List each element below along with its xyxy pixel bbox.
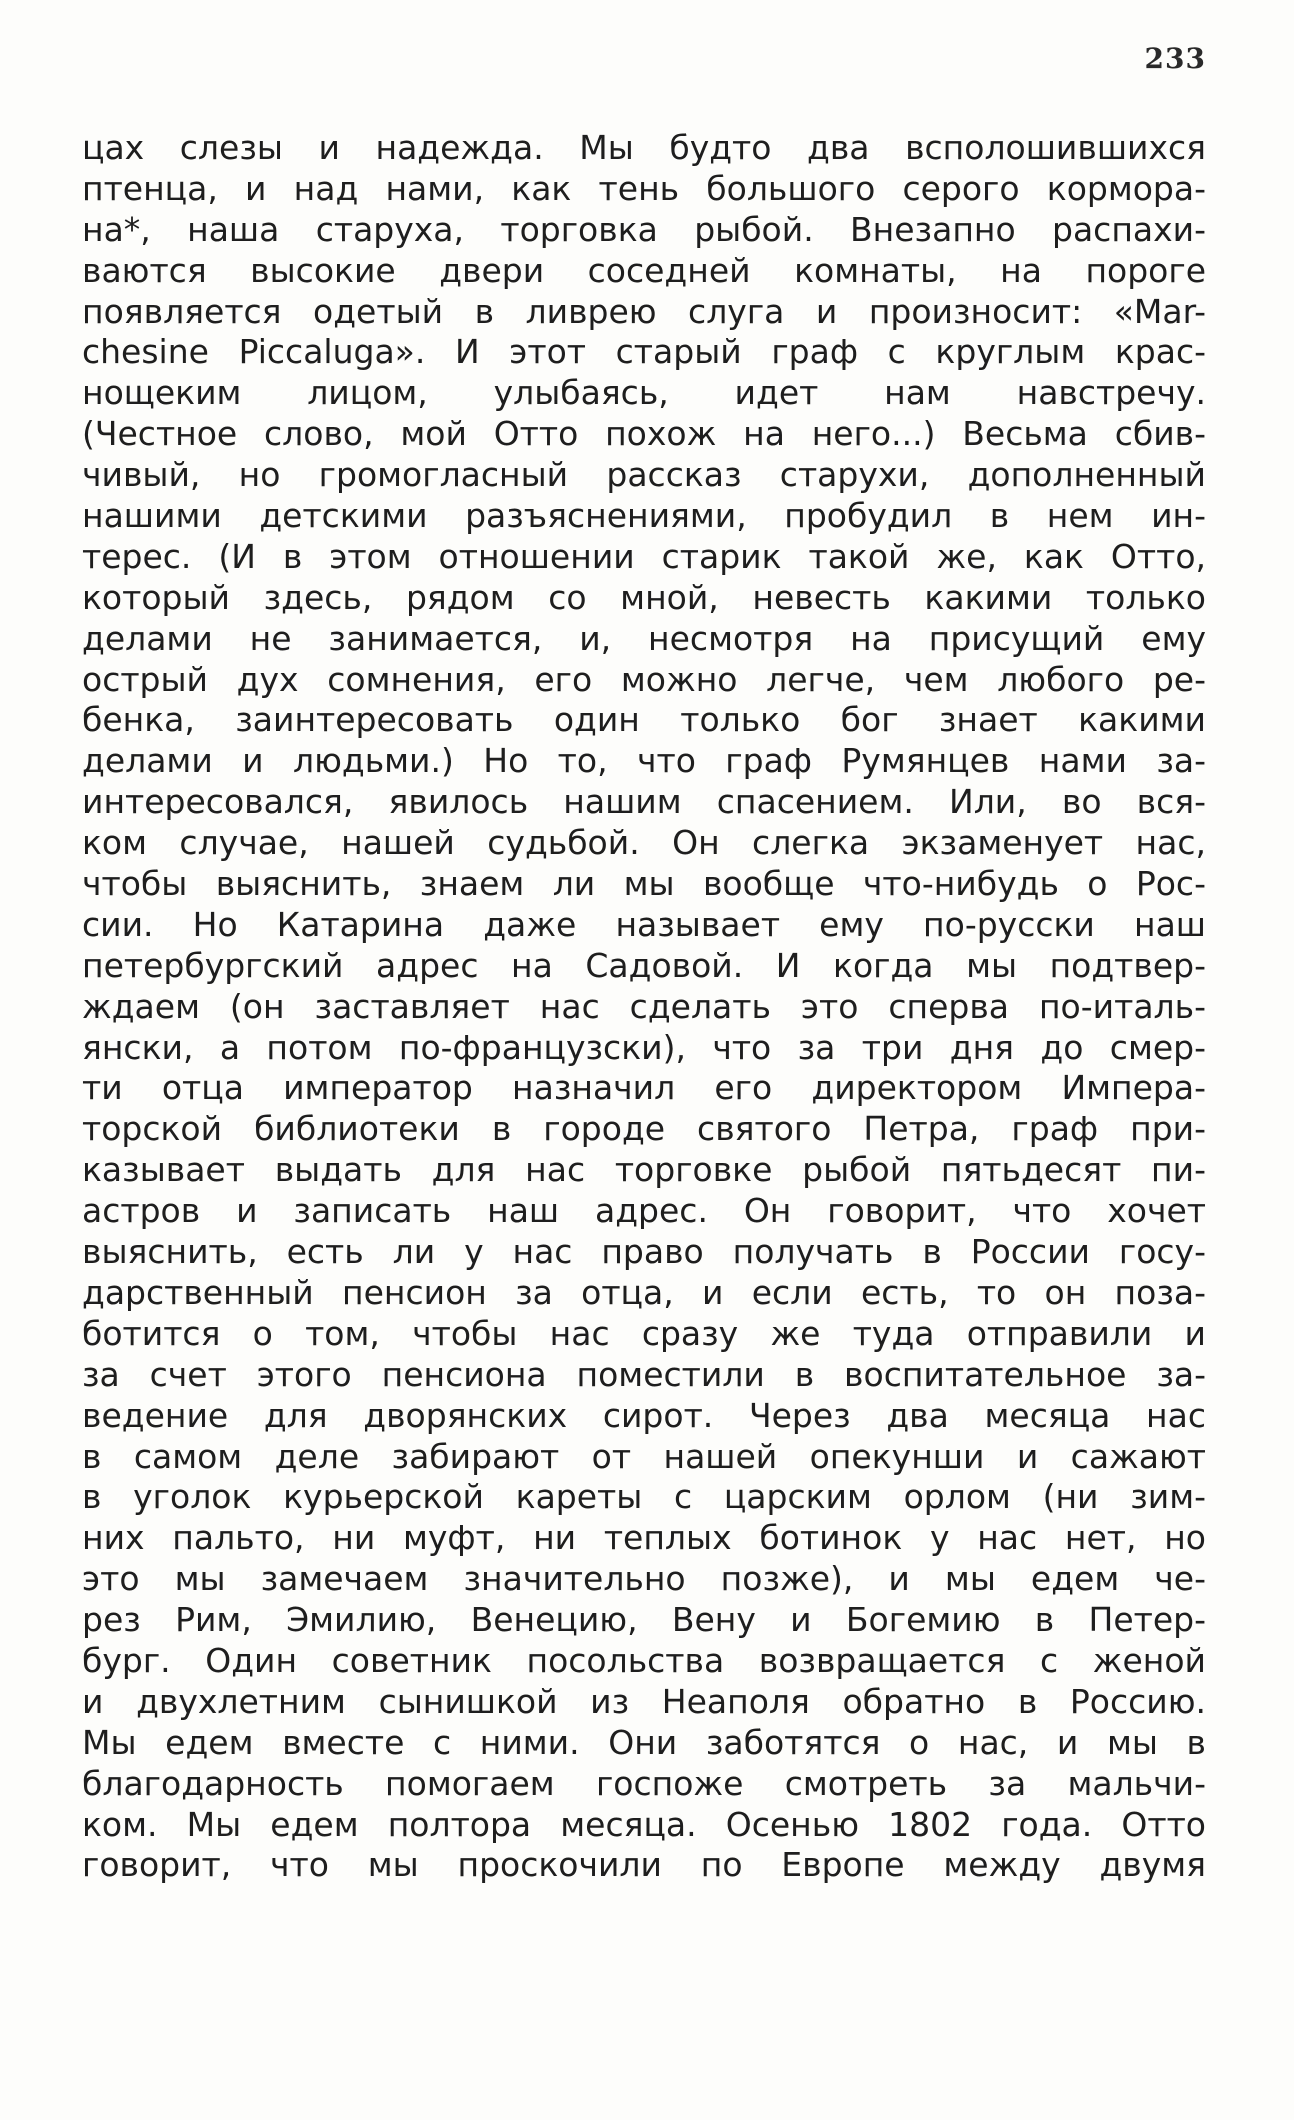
text-line: на*, наша старуха, торговка рыбой. Внезапно распахи- (82, 209, 1206, 249)
text-line: благодарность помогаем госпоже смотреть за мальчи- (82, 1763, 1206, 1803)
text-line: ботится о том, чтобы нас сразу же туда отправили и (82, 1313, 1206, 1353)
text-line: рез Рим, Эмилию, Венецию, Вену и Богемию в Петер- (82, 1600, 1206, 1640)
text-line: ком. Мы едем полтора месяца. Осенью 1802 года. Отто (82, 1804, 1206, 1844)
text-line: выяснить, есть ли у нас право получать в России госу- (82, 1232, 1206, 1272)
text-line: chesine Piccaluga». И этот старый граф с круглым крас- (82, 332, 1206, 372)
text-line: это мы замечаем значительно позже), и мы едем че- (82, 1559, 1206, 1599)
text-line: бенка, заинтересовать один только бог знает какими (82, 700, 1206, 740)
text-line: говорит, что мы проскочили по Европе между двумя (82, 1845, 1206, 1885)
text-line: интересовался, явилось нашим спасением. Или, во вся- (82, 782, 1206, 822)
text-line: петербургский адрес на Садовой. И когда мы подтвер- (82, 945, 1206, 985)
text-line: делами и людьми.) Но то, что граф Румянцев нами за- (82, 741, 1206, 781)
text-line: нашими детскими разъяснениями, пробудил в нем ин- (82, 496, 1206, 536)
text-line: в уголок курьерской кареты с царским орлом (ни зим- (82, 1477, 1206, 1517)
text-line: чивый, но громогласный рассказ старухи, дополненный (82, 455, 1206, 495)
text-line: ти отца император назначил его директором Импера- (82, 1068, 1206, 1108)
text-line: появляется одетый в ливрею слуга и произносит: «Mar- (82, 291, 1206, 331)
text-line: сии. Но Катарина даже называет ему по-русски наш (82, 904, 1206, 944)
body-text (82, 128, 1206, 1886)
text-line: ваются высокие двери соседней комнаты, на пороге (82, 250, 1206, 290)
text-line: острый дух сомнения, его можно легче, чем любого ре- (82, 659, 1206, 699)
text-line: торской библиотеки в городе святого Петра, граф при- (82, 1109, 1206, 1149)
text-line: (Честное слово, мой Отто похож на него...) Весьма сбив- (82, 414, 1206, 454)
text-line: казывает выдать для нас торговке рыбой пятьдесят пи- (82, 1150, 1206, 1190)
text-line: ком случае, нашей судьбой. Он слегка экзаменует нас, (82, 823, 1206, 863)
text-line: птенца, и над нами, как тень большого серого кормора- (82, 168, 1206, 208)
text-line: и двухлетним сынишкой из Неаполя обратно в Россию. (82, 1681, 1206, 1721)
page-number: 233 (1144, 42, 1206, 75)
text-line: в самом деле забирают от нашей опекунши и сажают (82, 1436, 1206, 1476)
text-line: чтобы выяснить, знаем ли мы вообще что-нибудь о Рос- (82, 864, 1206, 904)
text-line: ждаем (он заставляет нас сделать это сперва по-италь- (82, 986, 1206, 1026)
text-line: астров и записать наш адрес. Он говорит, что хочет (82, 1191, 1206, 1231)
text-line: бург. Один советник посольства возвращается с женой (82, 1640, 1206, 1680)
text-line: за счет этого пенсиона поместили в воспитательное за- (82, 1354, 1206, 1394)
text-line: делами не занимается, и, несмотря на присущий ему (82, 618, 1206, 658)
text-line: янски, а потом по-французски), что за три дня до смер- (82, 1027, 1206, 1067)
text-line: цах слезы и надежда. Мы будто два всполошившихся (82, 128, 1206, 167)
text-line: Мы едем вместе с ними. Они заботятся о нас, и мы в (82, 1722, 1206, 1762)
text-line: них пальто, ни муфт, ни теплых ботинок у нас нет, но (82, 1518, 1206, 1558)
text-line: который здесь, рядом со мной, невесть какими только (82, 577, 1206, 617)
text-line: нощеким лицом, улыбаясь, идет нам навстречу. (82, 373, 1206, 413)
text-line: дарственный пенсион за отца, и если есть, то он поза- (82, 1272, 1206, 1312)
text-line: ведение для дворянских сирот. Через два месяца нас (82, 1395, 1206, 1435)
text-line: терес. (И в этом отношении старик такой же, как Отто, (82, 536, 1206, 576)
